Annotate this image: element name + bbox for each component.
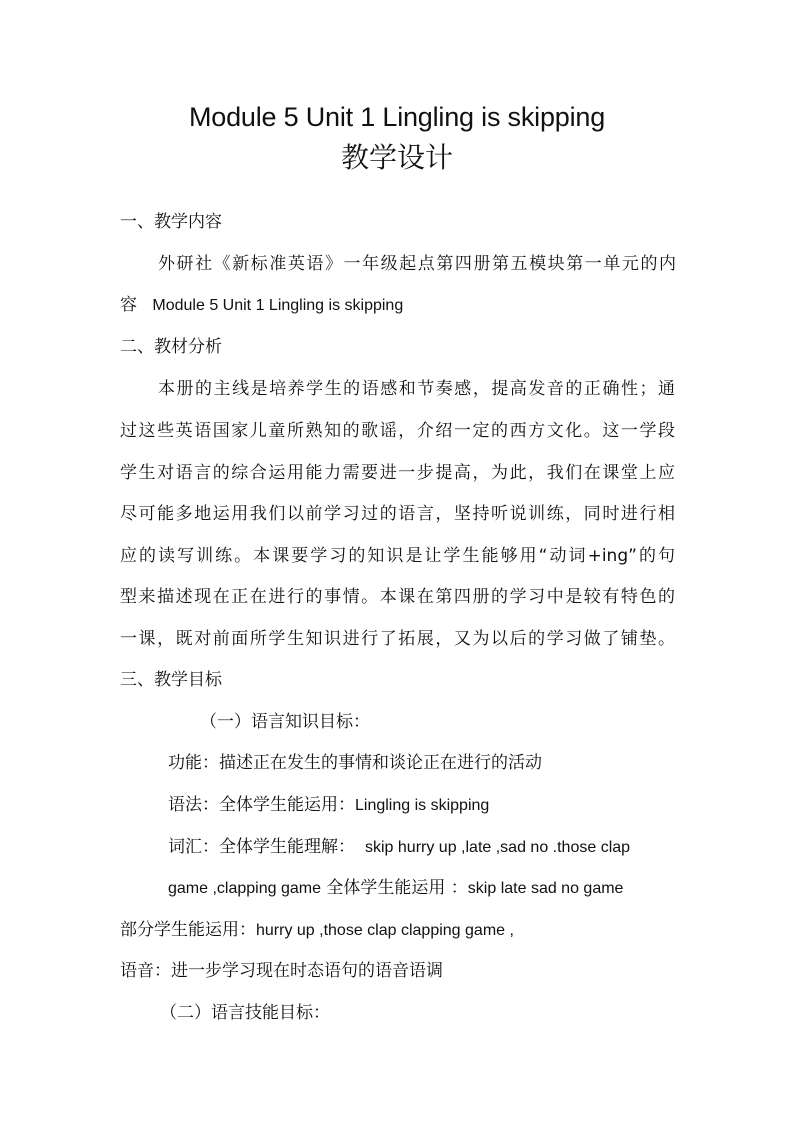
content-line-1: 外研社《新标准英语》一年级起点第四册第五模块第一单元的内: [158, 254, 676, 274]
vocabulary-words-use: skip late sad no game: [467, 880, 624, 897]
partial-students-prefix: 部分学生能运用：: [120, 920, 256, 940]
grammar-line: [168, 793, 489, 818]
vocabulary-line-2: [168, 876, 623, 901]
grammar-example: Lingling is skipping: [355, 797, 490, 814]
analysis-paragraph-line: 型来描述现在正在进行的事情。本课在第四册的学习中是较有特色的: [120, 587, 675, 607]
content-line-2-prefix: 容: [120, 295, 137, 315]
partial-students-line: [120, 918, 514, 943]
analysis-paragraph-line: 应的读写训练。本课要学习的知识是让学生能够用“动词+ing”的句: [120, 546, 675, 566]
vocabulary-words-understand: skip hurry up ,late ,sad no .those clap: [365, 839, 631, 856]
section-heading-teaching-content: 一、教学内容: [120, 212, 222, 232]
title-chinese: 教学设计: [340, 141, 453, 174]
analysis-paragraph-line: 过这些英语国家儿童所熟知的歌谣，介绍一定的西方文化。这一学段: [120, 421, 675, 441]
vocabulary-use-prefix: 全体学生能运用: [326, 878, 446, 898]
function-text: 描述正在发生的事情和谈论正在进行的活动: [219, 753, 542, 773]
content-line-2: [120, 293, 403, 318]
title-english: Module 5 Unit 1 Lingling is skipping: [188, 102, 606, 132]
phonetics-text: 进一步学习现在时态语句的语音语调: [171, 961, 443, 981]
module-reference: Module 5 Unit 1 Lingling is skipping: [152, 297, 404, 314]
section-heading-teaching-goals: 三、教学目标: [120, 670, 222, 690]
grammar-prefix: 全体学生能运用：: [219, 795, 355, 815]
function-label: 功能：: [168, 753, 219, 773]
vocabulary-words-understand-cont: game ,clapping game: [168, 880, 321, 897]
vocabulary-line-1: [168, 835, 630, 860]
function-line: [168, 751, 542, 775]
partial-students-words: hurry up ,those clap clapping game ,: [256, 922, 514, 939]
vocabulary-label: 词汇：: [168, 837, 219, 857]
analysis-paragraph-line: 本册的主线是培养学生的语感和节奏感，提高发音的正确性；通: [158, 379, 675, 399]
subheading-language-knowledge: （一）语言知识目标：: [200, 712, 370, 732]
analysis-paragraph-line: 尽可能多地运用我们以前学习过的语言，坚持听说训练，同时进行相: [120, 504, 675, 524]
analysis-paragraph-line: 一课，既对前面所学生知识进行了拓展，又为以后的学习做了铺垫。: [120, 629, 675, 649]
vocabulary-prefix: 全体学生能理解：: [219, 837, 355, 857]
grammar-label: 语法：: [168, 795, 219, 815]
subheading-language-skills: （二）语言技能目标：: [160, 1003, 330, 1023]
phonetics-label: 语音：: [120, 961, 171, 981]
phonetics-line: [120, 959, 443, 983]
vocabulary-use-colon: ：: [450, 878, 468, 898]
analysis-paragraph-line: 学生对语言的综合运用能力需要进一步提高，为此，我们在课堂上应: [120, 463, 675, 483]
section-heading-material-analysis: 二、教材分析: [120, 337, 222, 357]
